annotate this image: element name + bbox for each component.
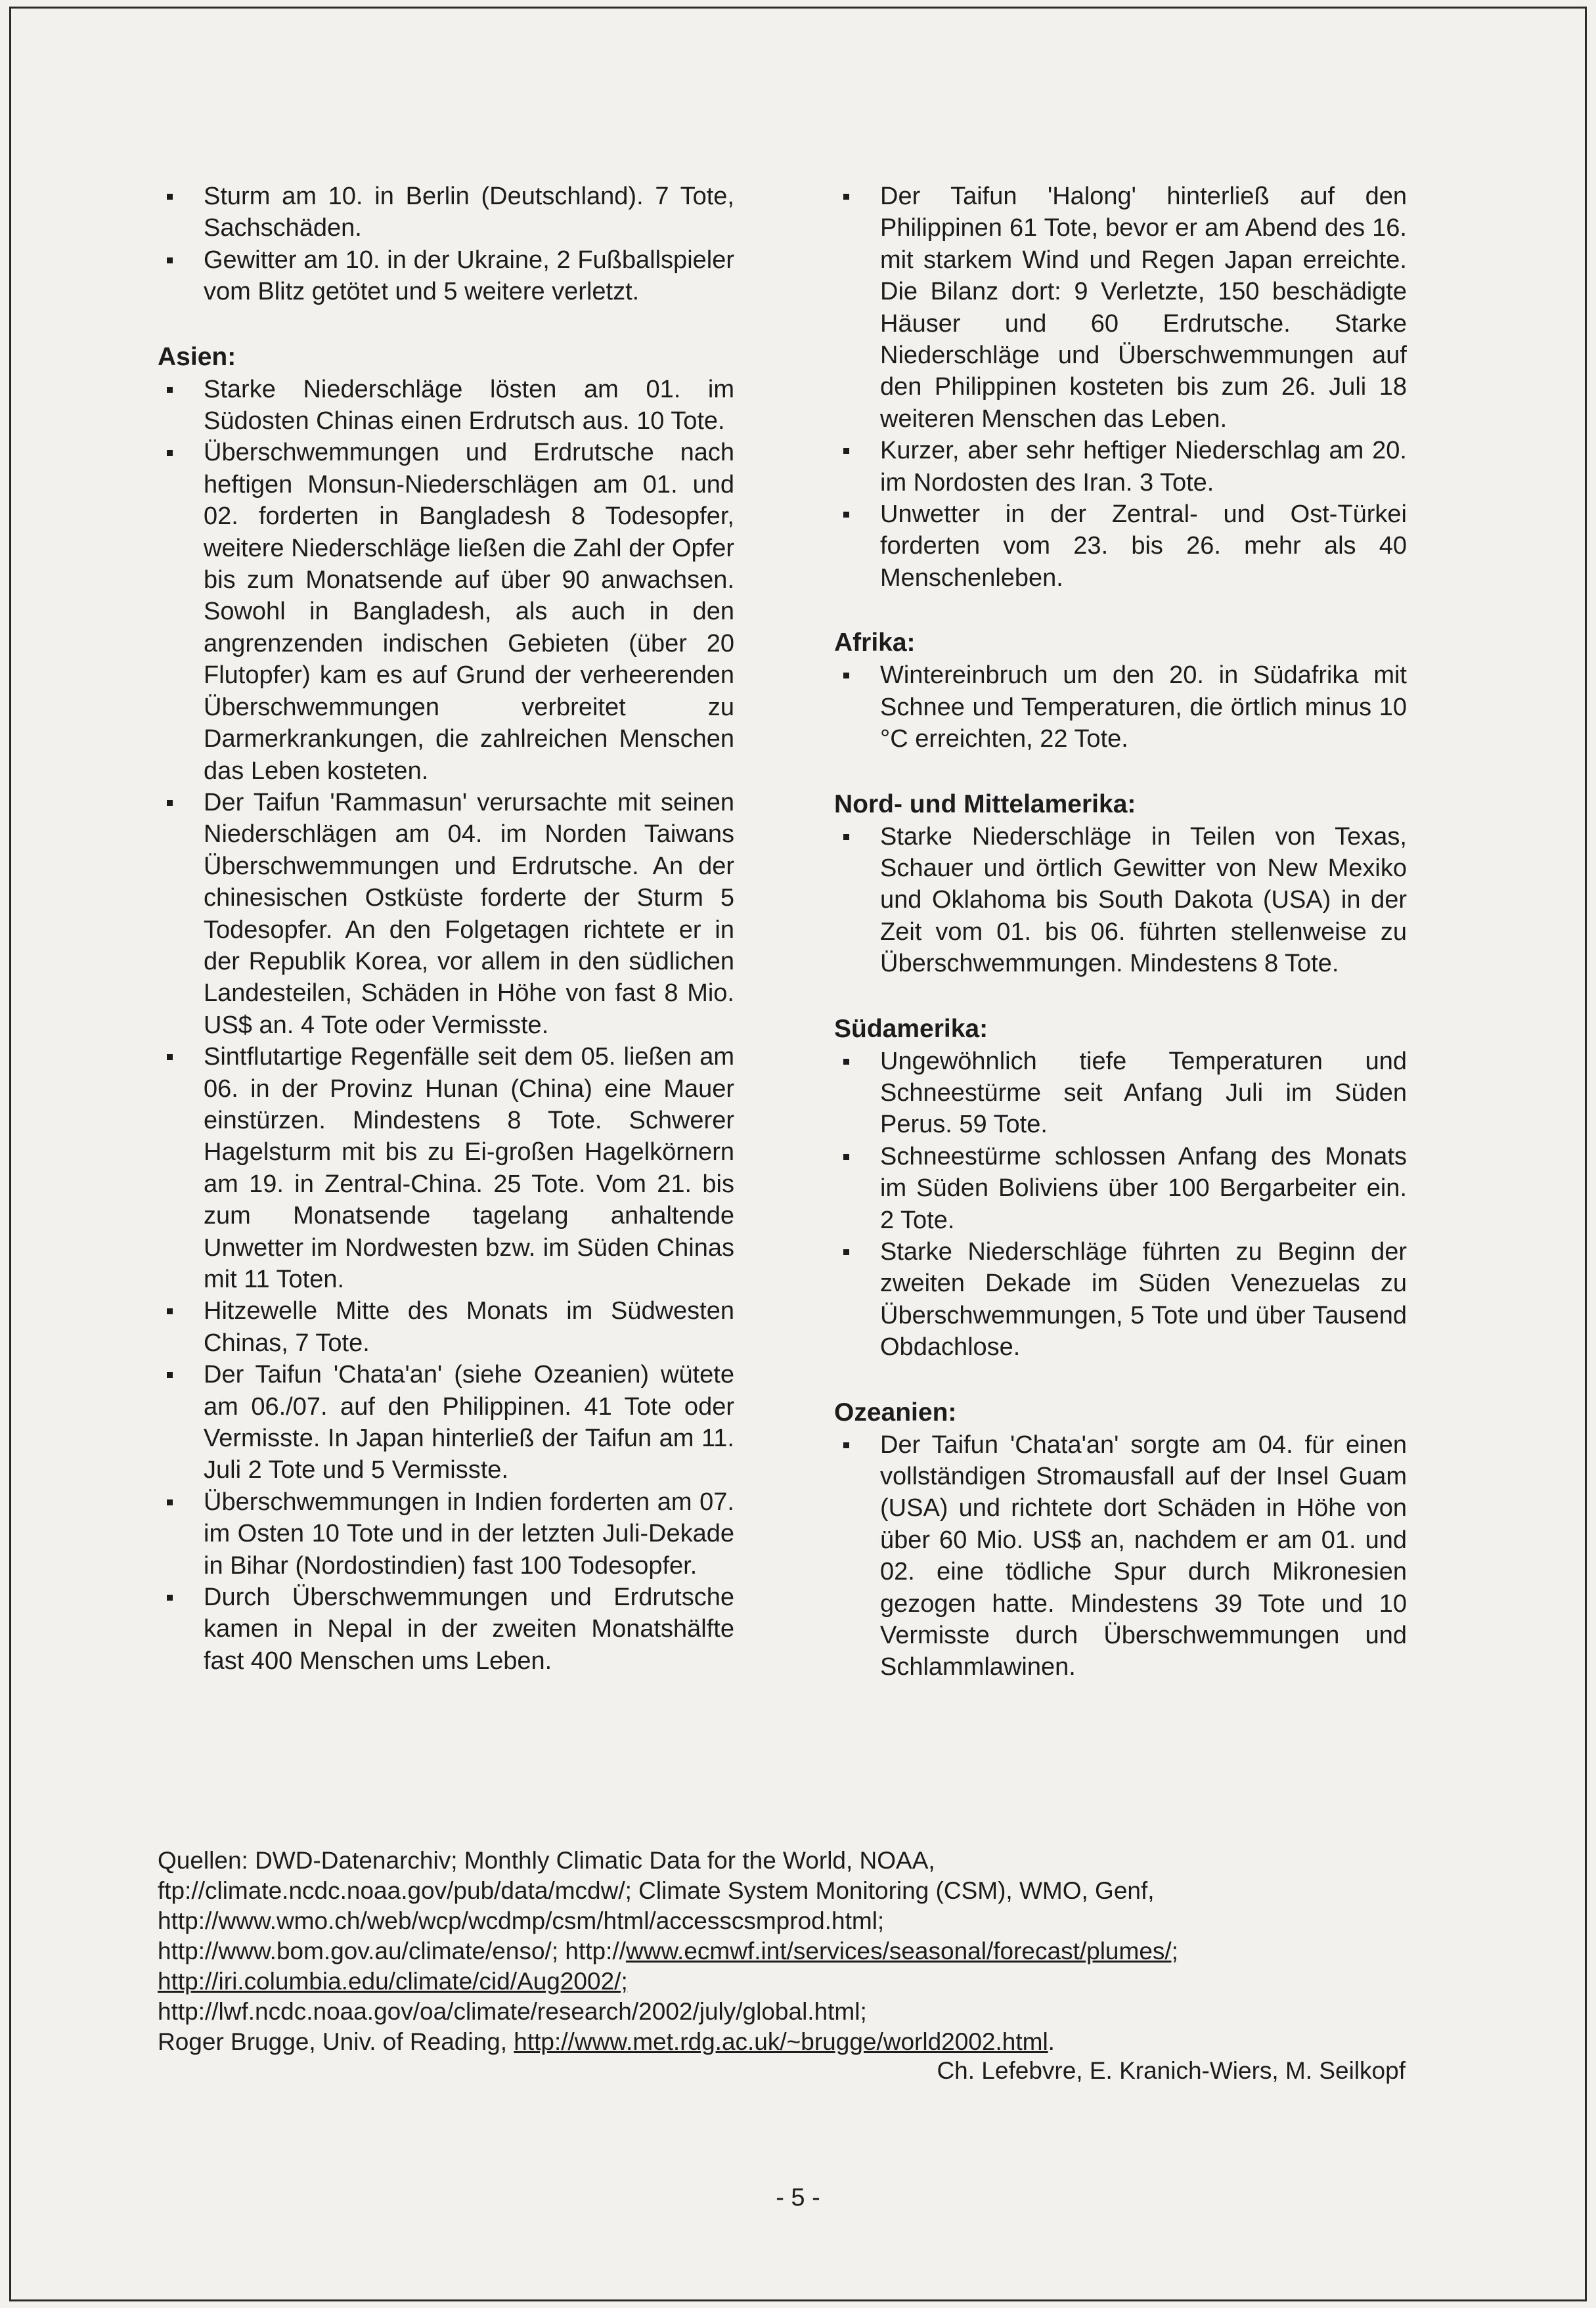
list-item: Der Taifun 'Chata'an' sorgte am 04. für einen vollständigen Stromausfall auf der Insel Guam (USA) und richtete dort Schäden in Höhe von über 60 Mio. US$ an, nachdem er am 01. und 02. eine tödliche Spur durch Mikronesien gezogen hatte. Mindestens 39 Tote und 10 Vermisste durch Überschwemmungen und Schlammlawinen. — [834, 1429, 1407, 1683]
list-item: Gewitter am 10. in der Ukraine, 2 Fußballspieler vom Blitz getötet und 5 weitere verletzt. — [158, 244, 734, 308]
list-item: Der Taifun 'Halong' hinterließ auf den Philippinen 61 Tote, bevor er am Abend des 16. mit starkem Wind und Regen Japan erreichte. Die Bilanz dort: 9 Verletzte, 150 beschädigte Häuser und 60 Erdrutsche. Starke Niederschläge und Überschwemmungen auf den Philippinen kosteten bis zum 26. Juli 18 weiteren Menschen das Leben. — [834, 181, 1407, 435]
list-item: Hitzewelle Mitte des Monats im Südwesten Chinas, 7 Tote. — [158, 1295, 734, 1359]
north-central-america-bullet-list — [834, 821, 1407, 980]
list-item: Kurzer, aber sehr heftiger Niederschlag am 20. im Nordosten des Iran. 3 Tote. — [834, 435, 1407, 499]
sources-text: Roger Brugge, Univ. of Reading, — [158, 2028, 514, 2055]
section-heading-africa: Afrika: — [834, 629, 916, 657]
section-heading-south-america: Südamerika: — [834, 1014, 988, 1043]
list-item: Überschwemmungen und Erdrutsche nach heftigen Monsun-Niederschlägen am 01. und 02. forderten in Bangladesh 8 Todesopfer, weitere Niederschläge ließen die Zahl der Opfer bis zum Monatsende auf über 90 anwachsen. Sowohl in Bangladesh, als auch in den angrenzenden indischen Gebieten (über 20 Flutopfer) kam es auf Grund der verheerenden Überschwemmungen verbreitet zu Darmerkrankungen, die zahlreichen Menschen das Leben kosteten. — [158, 437, 734, 786]
africa-bullet-list — [834, 659, 1407, 755]
intro-bullet-list — [158, 181, 734, 308]
list-item: Wintereinbruch um den 20. in Südafrika mit Schnee und Temperaturen, die örtlich minus 10 °C erreichten, 22 Tote. — [834, 659, 1407, 755]
list-item: Der Taifun 'Chata'an' (siehe Ozeanien) wütete am 06./07. auf den Philippinen. 41 Tote oder Vermisste. In Japan hinterließ der Taifun am 11. Juli 2 Tote und 5 Vermisste. — [158, 1359, 734, 1486]
page-number: - 5 - — [776, 2184, 820, 2211]
list-item: Der Taifun 'Rammasun' verursachte mit seinen Niederschlägen am 04. im Norden Taiwans Überschwemmungen und Erdrutsche. An der chinesischen Ostküste forderte der Sturm 5 Todesopfer. An den Folgetagen richtete er in der Republik Korea, vor allem in den südlichen Landesteilen, Schäden in Höhe von fast 8 Mio. US$ an. 4 Tote oder Vermisste. — [158, 787, 734, 1041]
oceania-bullet-list — [834, 1429, 1407, 1683]
sources-block — [158, 1846, 1406, 2057]
list-item: Schneestürme schlossen Anfang des Monats im Süden Boliviens über 100 Bergarbeiter ein. 2 Tote. — [834, 1141, 1407, 1236]
sources-line: Quellen: DWD-Datenarchiv; Monthly Climatic Data for the World, NOAA, — [158, 1847, 935, 1874]
sources-text: . — [1048, 2028, 1055, 2055]
section-heading-oceania: Ozeanien: — [834, 1398, 957, 1427]
list-item: Starke Niederschläge lösten am 01. im Südosten Chinas einen Erdrutsch aus. 10 Tote. — [158, 374, 734, 437]
sources-line: http://lwf.ncdc.noaa.gov/oa/climate/research/2002/july/global.html; — [158, 1998, 867, 2025]
list-item: Durch Überschwemmungen und Erdrutsche kamen in Nepal in der zweiten Monatshälfte fast 400 Menschen ums Leben. — [158, 1582, 734, 1677]
ecmwf-link[interactable]: www.ecmwf.int/services/seasonal/forecast/plumes/; — [625, 1938, 1178, 1964]
sources-line — [158, 1966, 1406, 1997]
list-item: Starke Niederschläge in Teilen von Texas, Schauer und örtlich Gewitter von New Mexiko und Oklahoma bis South Dakota (USA) in der Zeit vom 01. bis 06. führten stellenweise zu Überschwemmungen. Mindestens 8 Tote. — [834, 821, 1407, 980]
list-item: Starke Niederschläge führten zu Beginn der zweiten Dekade im Süden Venezuelas zu Überschwemmungen, 5 Tote und über Tausend Obdachlose. — [834, 1236, 1407, 1364]
list-item: Ungewöhnlich tiefe Temperaturen und Schneestürme seit Anfang Juli im Süden Perus. 59 Tote. — [834, 1046, 1407, 1141]
list-item: Sturm am 10. in Berlin (Deutschland). 7 Tote, Sachschäden. — [158, 181, 734, 244]
right-column — [834, 181, 1407, 1683]
asia-bullet-list — [158, 374, 734, 1677]
sources-line — [158, 2027, 1406, 2057]
sources-text: http://www.bom.gov.au/climate/enso/; http:// — [158, 1938, 626, 1964]
section-heading-north-central-america: Nord- und Mittelamerika: — [834, 789, 1136, 818]
sources-line — [158, 1936, 1406, 1966]
sources-line: ftp://climate.ncdc.noaa.gov/pub/data/mcdw/; Climate System Monitoring (CSM), WMO, Genf, — [158, 1877, 1155, 1904]
iri-columbia-link[interactable]: http://iri.columbia.edu/climate/cid/Aug2002/; — [158, 1968, 628, 1995]
list-item: Überschwemmungen in Indien forderten am 07. im Osten 10 Tote und in der letzten Juli-Dekade in Bihar (Nordostindien) fast 100 Todesopfer. — [158, 1486, 734, 1582]
list-item: Sintflutartige Regenfälle seit dem 05. ließen am 06. in der Provinz Hunan (China) eine Mauer einstürzen. Mindestens 8 Tote. Schwerer Hagelsturm mit bis zu Ei-großen Hagelkörnern am 19. in Zentral-China. 25 Tote. Vom 21. bis zum Monatsende tagelang anhaltende Unwetter im Nordwesten bzw. im Süden Chinas mit 11 Toten. — [158, 1041, 734, 1295]
sources-line: http://www.wmo.ch/web/wcp/wcdmp/csm/html/accesscsmprod.html; — [158, 1907, 885, 1934]
author-signature: Ch. Lefebvre, E. Kranich-Wiers, M. Seilkopf — [937, 2057, 1406, 2084]
south-america-bullet-list — [834, 1046, 1407, 1364]
section-heading-asia: Asien: — [158, 342, 236, 371]
list-item: Unwetter in der Zentral- und Ost-Türkei forderten vom 23. bis 26. mehr als 40 Menschenleben. — [834, 499, 1407, 594]
asia-continued-list — [834, 181, 1407, 594]
left-column — [158, 181, 734, 1677]
reading-link[interactable]: http://www.met.rdg.ac.uk/~brugge/world2002.html — [514, 2028, 1048, 2055]
